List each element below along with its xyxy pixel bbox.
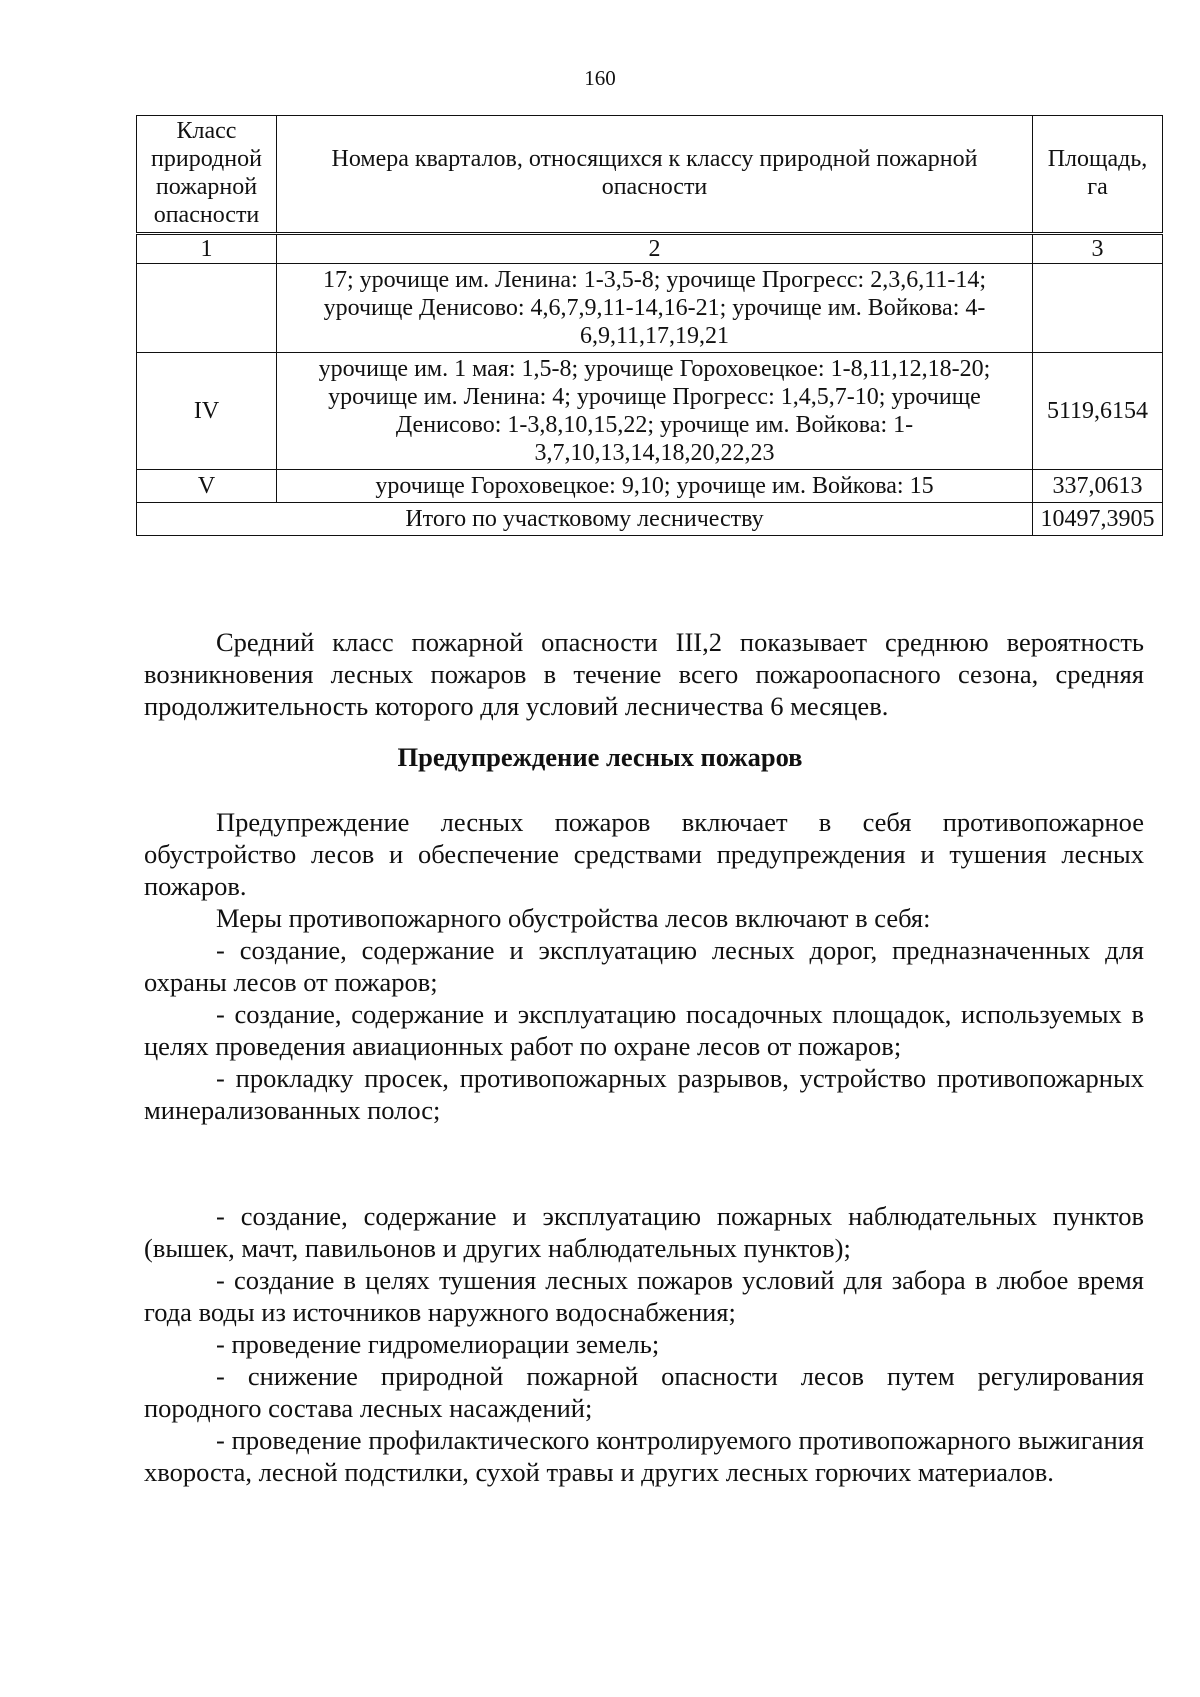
section-heading: Предупреждение лесных пожаров — [397, 742, 803, 772]
cell-quarters: урочище им. 1 мая: 1,5-8; урочище Гороховецкое: 1-8,11,12,18-20; урочище им. Ленина: 4; урочище Прогресс: 1,4,5,7-10; урочище Денисово: 1-3,8,10,15,22; урочище им. Войкова: 1-3,7,10,13,14,18,20,22,23 — [277, 353, 1033, 470]
table-row — [137, 353, 1163, 470]
list-item: - создание, содержание и эксплуатацию посадочных площадок, используемых в целях проведения авиационных работ по охране лесов от пожаров; — [144, 999, 1144, 1061]
cell-area: 337,0613 — [1033, 470, 1163, 503]
list-item: - создание в целях тушения лесных пожаров условий для забора в любое время года воды из источников наружного водоснабжения; — [144, 1265, 1144, 1327]
list-item: - создание, содержание и эксплуатацию пожарных наблюдательных пунктов (вышек, мачт, павильонов и других наблюдательных пунктов); — [144, 1201, 1144, 1263]
list-item: - проведение гидромелиорации земель; — [216, 1329, 660, 1359]
table-header-row — [137, 116, 1163, 234]
cell-quarters: 17; урочище им. Ленина: 1-3,5-8; урочище Прогресс: 2,3,6,11-14; урочище Денисово: 4,6,7,9,11-14,16-21; урочище им. Войкова: 4-6,9,11,17,19,21 — [277, 264, 1033, 353]
intro-text — [144, 626, 1144, 722]
list-item: - прокладку просек, противопожарных разрывов, устройство противопожарных минерализованных полос; — [144, 1063, 1144, 1125]
table-row — [137, 470, 1163, 503]
cell-class — [137, 264, 277, 353]
header-quarters: Номера кварталов, относящихся к классу природной пожарной опасности — [277, 116, 1033, 234]
paragraph: Предупреждение лесных пожаров включает в себя противопожарное обустройство лесов и обеспечение средствами предупреждения и тушения лесных пожаров. — [144, 807, 1144, 901]
cell-area — [1033, 264, 1163, 353]
measures-list — [144, 1200, 1144, 1488]
total-value: 10497,3905 — [1033, 503, 1163, 536]
column-number: 3 — [1033, 234, 1163, 264]
cell-class: V — [137, 470, 277, 503]
list-item: - проведение профилактического контролируемого противопожарного выжигания хвороста, лесной подстилки, сухой травы и других лесных горючих материалов. — [144, 1425, 1144, 1487]
fire-danger-table — [136, 115, 1163, 536]
list-item: - создание, содержание и эксплуатацию лесных дорог, предназначенных для охраны лесов от пожаров; — [144, 935, 1144, 997]
column-number-row — [137, 234, 1163, 264]
section-text — [144, 806, 1144, 1126]
cell-area: 5119,6154 — [1033, 353, 1163, 470]
cell-class: IV — [137, 353, 277, 470]
column-number: 1 — [137, 234, 277, 264]
list-item: - снижение природной пожарной опасности лесов путем регулирования породного состава лесных насаждений; — [144, 1361, 1144, 1423]
page-number: 160 — [584, 66, 616, 90]
intro-paragraph: Средний класс пожарной опасности III,2 показывает среднюю вероятность возникновения лесных пожаров в течение всего пожароопасного сезона, средняя продолжительность которого для условий лесничества 6 месяцев. — [144, 627, 1144, 721]
table-row — [137, 264, 1163, 353]
paragraph: Меры противопожарного обустройства лесов включают в себя: — [216, 903, 931, 933]
header-area: Площадь, га — [1033, 116, 1163, 234]
total-label: Итого по участковому лесничеству — [137, 503, 1033, 536]
table-total-row — [137, 503, 1163, 536]
column-number: 2 — [277, 234, 1033, 264]
cell-quarters: урочище Гороховецкое: 9,10; урочище им. Войкова: 15 — [277, 470, 1033, 503]
header-class: Класс природной пожарной опасности — [137, 116, 277, 234]
